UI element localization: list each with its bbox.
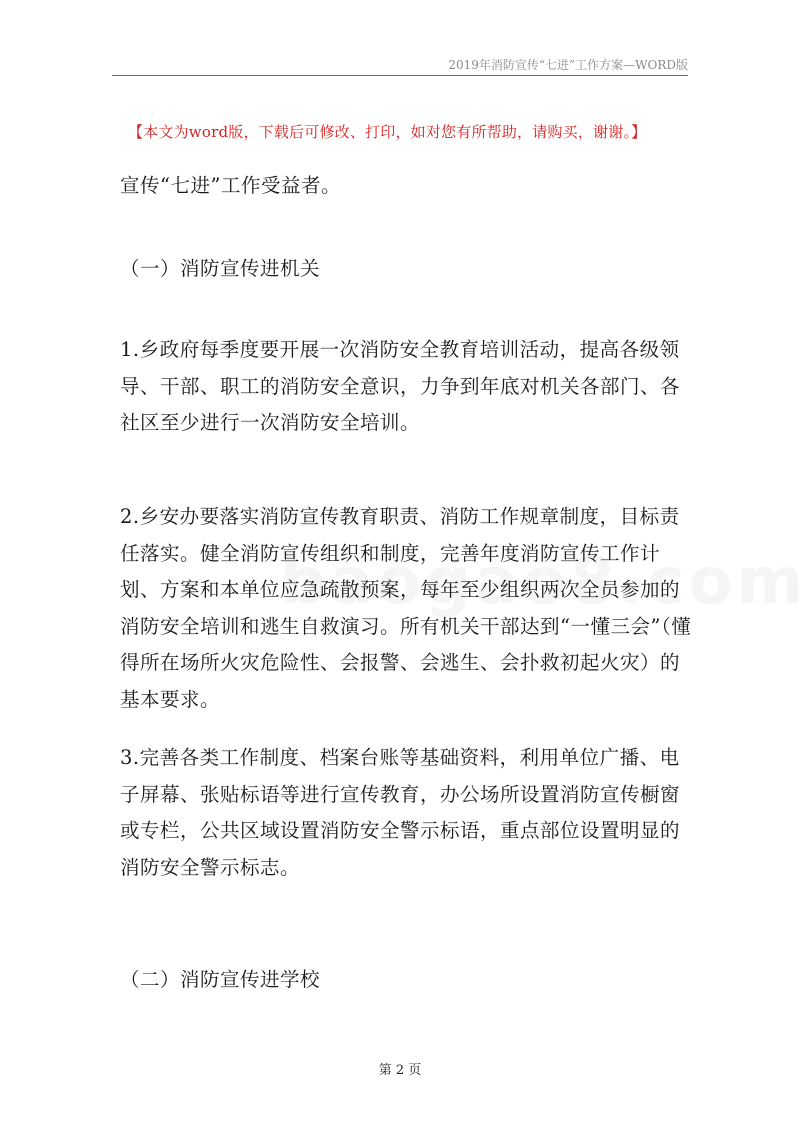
section-heading-1: （一）消防宣传进机关 [120,257,321,280]
paragraph-item-1: 1.乡政府每季度要开展一次消防安全教育培训活动，提高各级领导、干部、职工的消防安全意识，力争到年底对机关各部门、各社区至少进行一次消防安全培训。 [120,338,681,434]
intro-line: 宣传“七进”工作受益者。 [120,174,341,197]
page-number: 第 2 页 [378,1063,422,1078]
paragraph-item-3: 3.完善各类工作制度、档案台账等基础资料，利用单位广播、电子屏幕、张贴标语等进行宣传教育，办公场所设置消防宣传橱窗或专栏，公共区域设置消防安全警示标语，重点部位设置明显的消防安全警示标志。 [120,746,681,879]
header-divider [112,75,688,76]
section-heading-2: （二）消防宣传进学校 [120,968,321,991]
paragraph-item-2: 2.乡安办要落实消防宣传教育职责、消防工作规章制度，目标责任落实。健全消防宣传组织和制度，完善年度消防宣传工作计划、方案和本单位应急疏散预案，每年至少组织两次全员参加的消防安全培训和逃生自救演习。所有机关干部达到“一懂三会”（懂得所在场所火灾危险性、会报警、会逃生、会扑救初起火灾）的基本要求。 [120,505,692,711]
purchase-notice: 【本文为word版，下载后可修改、打印，如对您有所帮助，请购买，谢谢。】 [128,123,647,141]
header-title: 2019年消防宣传“七进”工作方案—WORD版 [448,58,688,72]
